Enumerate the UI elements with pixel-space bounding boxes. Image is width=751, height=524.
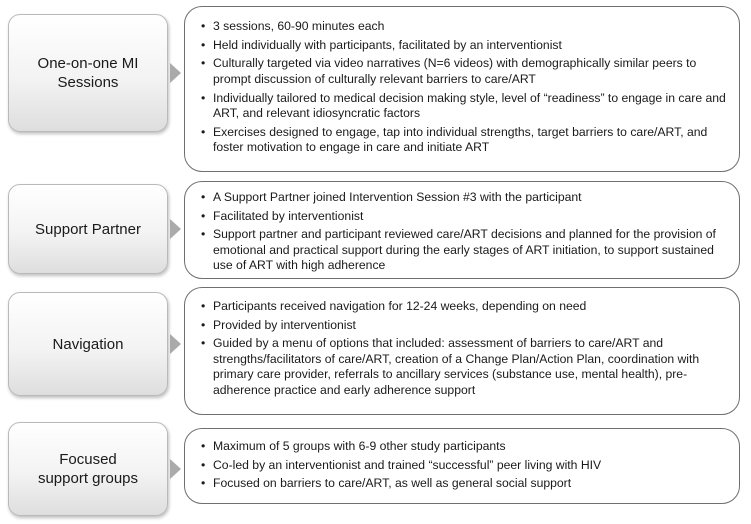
list-item: • Provided by interventionist <box>201 317 356 332</box>
label-text: One-on-one MI Sessions <box>37 55 139 91</box>
list-item: • Guided by a menu of options that included: assessment of barriers to care/ART and strengths/facilitators of care/ART, creation of a Change Plan/Action Plan, coordination with primary care provider, referrals to ancillary services (substance use, mental health), pre-adherence practice and early adherence support <box>201 336 700 397</box>
arrow-connector <box>170 63 181 83</box>
list-item: • A Support Partner joined Intervention Session #3 with the participant <box>201 190 582 204</box>
list-item: • Focused on barriers to care/ART, as well as general social support <box>201 476 572 491</box>
label-mi-sessions <box>8 14 168 132</box>
list-item: • Support partner and participant reviewed care/ART decisions and planned for the provision of emotional and practical support during the early stages of ART initiation, to support sustained use of ART with high adherence <box>201 227 716 273</box>
list-item: • Exercises designed to engage, tap into individual strengths, target barriers to care/ART, and foster motivation to engage in care and initiate ART <box>201 124 708 155</box>
list-item: • Held individually with participants, facilitated by an interventionist <box>201 37 562 52</box>
list-item: • Participants received navigation for 12-24 weeks, depending on need <box>201 299 587 313</box>
content-support-groups <box>184 428 740 504</box>
content-navigation <box>184 287 740 415</box>
label-support-partner <box>8 184 168 274</box>
label-navigation <box>8 292 168 396</box>
list-item: • Facilitated by interventionist <box>201 208 364 223</box>
list-item: • Culturally targeted via video narratives (N=6 videos) with demographically similar peers to prompt discussion of culturally relevant barriers to care/ART <box>201 56 697 86</box>
content-support-partner <box>184 181 740 279</box>
label-support-groups <box>8 422 168 516</box>
label-text: Support Partner <box>35 220 141 238</box>
list-item: • Individually tailored to medical decision making style, level of “readiness” to engage in care and ART, and relevant idiosyncratic factors <box>201 90 726 121</box>
list-item: • Co-led by an interventionist and trained “successful” peer living with HIV <box>201 457 602 472</box>
arrow-connector <box>170 459 181 479</box>
label-text: Focused support groups <box>37 451 139 487</box>
label-text: Navigation <box>52 335 124 353</box>
list-item: • Maximum of 5 groups with 6-9 other study participants <box>201 439 506 453</box>
arrow-connector <box>170 219 181 239</box>
content-mi-sessions <box>184 6 740 172</box>
list-item: • 3 sessions, 60-90 minutes each <box>201 19 385 33</box>
arrow-connector <box>170 334 181 354</box>
